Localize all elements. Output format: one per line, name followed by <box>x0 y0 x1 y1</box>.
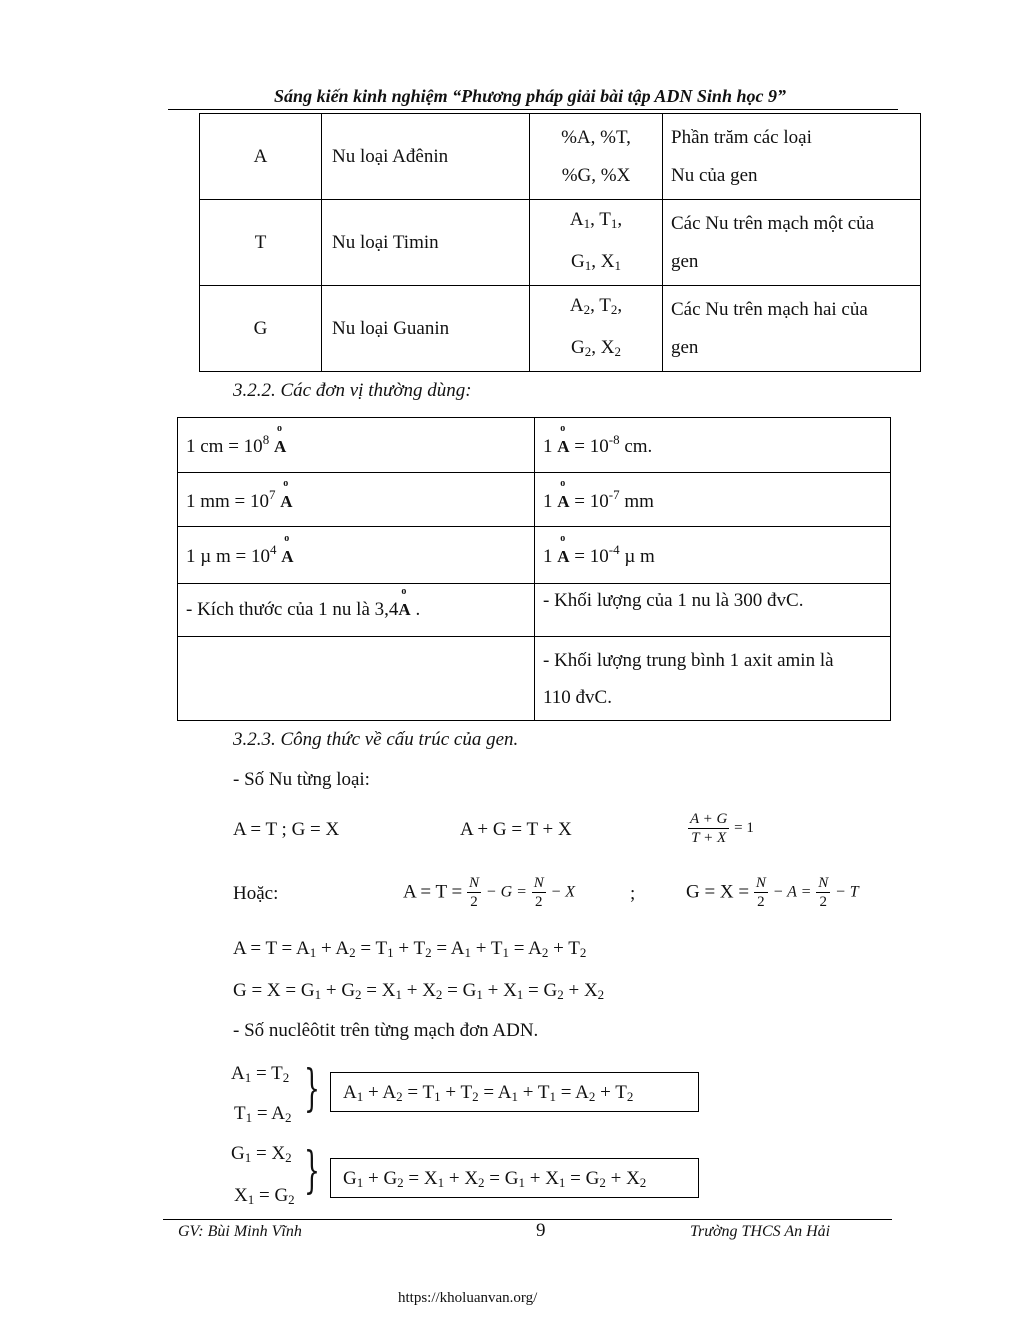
unit-cell: 1 o $A = 10^{-7}$ mm <box>535 473 891 527</box>
unit-cell: 1 mm = $10^7$ o A <box>178 473 535 527</box>
formula-1: A = T ; G = X <box>233 819 340 840</box>
description-cell: Nu loại Timin <box>322 200 530 286</box>
meaning-line-2: Nu của gen <box>671 164 758 186</box>
note-line-2: 110 đvC. <box>543 686 612 708</box>
unit-cell: 1 o $A = 10^{-4}$ µ m <box>535 527 891 584</box>
table-row <box>178 637 891 721</box>
symbol-cell: T <box>200 200 322 286</box>
fraction: $\frac{N}{2}$ <box>533 875 544 910</box>
symbol-cell: A <box>200 114 322 200</box>
footer-school: Trường THCS An Hải <box>690 1223 831 1240</box>
right-brace-icon: } <box>303 1141 320 1199</box>
angstrom-symbol: o A <box>280 492 292 512</box>
table-row <box>200 200 921 286</box>
strand1-symbols-cell <box>530 200 663 286</box>
meaning-line-1: Các Nu trên mạch hai của <box>671 298 868 320</box>
angstrom-symbol: o A <box>557 492 569 512</box>
symbol-cell: G <box>200 286 322 372</box>
angstrom-symbol: o A <box>398 600 410 620</box>
count-label: - Số Nu từng loại: <box>233 769 370 790</box>
equation-t1-a2: $T_1 = A_2$ <box>234 1103 292 1125</box>
table-row <box>178 473 891 527</box>
meaning-cell <box>663 286 921 372</box>
formula-7: $G = X = G_1 + G_2 = X_1 + X_2 = G_1 + X_1 = G_2 + X_2$ <box>233 980 605 1002</box>
footer-teacher: GV: Bùi Minh Vĩnh <box>178 1223 302 1240</box>
sum-box-at: $A_1 + A_2 = T_1 + T_2 = A_1 + T_1 = A_2 + T_2$ <box>330 1072 699 1112</box>
formula-4: A = T = $\frac{N}{2}$ − G = $\frac{N}{2}$ − X <box>403 875 576 910</box>
equation-a1-t2: $A_1 = T_2$ <box>231 1063 290 1085</box>
angstrom-symbol: o A <box>557 547 569 567</box>
unit-cell: 1 µ $m = 10^4$ o A <box>178 527 535 584</box>
page-number: 9 <box>536 1220 546 1241</box>
fraction: $\frac{A + G}{T + X}$ <box>690 811 728 846</box>
unit-cell: 1 o $A = 10^{-8}$ cm. <box>535 418 891 473</box>
meaning-cell <box>663 200 921 286</box>
meaning-line-2: gen <box>671 336 699 358</box>
table-row <box>178 584 891 637</box>
strand2-symbols-cell <box>530 286 663 372</box>
angstrom-symbol: o A <box>557 437 569 457</box>
table-row <box>178 418 891 473</box>
percent-cell <box>530 114 663 200</box>
description-cell: Nu loại Guanin <box>322 286 530 372</box>
sum-box-gx: $G_1 + G_2 = X_1 + X_2 = G_1 + X_1 = G_2 + X_2$ <box>330 1158 699 1198</box>
header-rule <box>168 109 898 110</box>
note-line-1: - Khối lượng trung bình 1 axit amin là <box>543 649 834 671</box>
fraction: $\frac{N}{2}$ <box>818 875 829 910</box>
strand2-line-2: $G_2$, $X_2$ <box>571 336 621 359</box>
empty-cell <box>178 637 535 721</box>
angstrom-symbol: o A <box>281 547 293 567</box>
table-row <box>178 527 891 584</box>
page-header-title: Sáng kiến kinh nghiệm “Phương pháp giải bài tập ADN Sinh học 9” <box>274 86 786 106</box>
unit-cell: - Kích thước của 1 nu là 3,4o A . <box>178 584 535 637</box>
symbol-table <box>199 113 921 372</box>
footer-rule <box>163 1219 892 1220</box>
formula-2: A + G = T + X <box>460 819 572 840</box>
footer-url-link[interactable]: https://kholuanvan.org/ <box>398 1290 538 1306</box>
strand-label: - Số nuclêôtit trên từng mạch đơn ADN. <box>233 1020 539 1041</box>
strand2-line-1: $A_2$, $T_2$, <box>569 294 623 317</box>
meaning-cell <box>663 114 921 200</box>
unit-cell: 1 cm = $10^8$ o A <box>178 418 535 473</box>
or-label: Hoặc: <box>233 883 279 904</box>
angstrom-symbol: o A <box>274 437 286 457</box>
meaning-line-1: Các Nu trên mạch một của <box>671 212 875 234</box>
strand1-line-2: $G_1$, $X_1$ <box>571 250 621 273</box>
right-brace-icon: } <box>303 1059 320 1117</box>
fraction: $\frac{N}{2}$ <box>469 875 480 910</box>
meaning-line-1: Phần trăm các loại <box>671 126 812 148</box>
formula-3: $\frac{A + G}{T + X}$ = 1 <box>690 811 754 846</box>
unit-cell: - Khối lượng của 1 nu là 300 đvC. <box>535 584 891 637</box>
formula-6: $A = T = A_1 + A_2 = T_1 + T_2 = A_1 + T_1 = A_2 + T_2$ <box>233 938 587 960</box>
fraction: $\frac{N}{2}$ <box>755 875 766 910</box>
units-heading: 3.2.2. Các đơn vị thường dùng: <box>233 380 472 401</box>
formula-heading: 3.2.3. Công thức về cấu trúc của gen. <box>233 729 519 750</box>
equation-x1-g2: $X_1 = G_2$ <box>234 1185 295 1207</box>
units-table <box>177 417 891 721</box>
formula-5: G = X = $\frac{N}{2}$ − A = $\frac{N}{2}$ − T <box>686 875 859 910</box>
description-cell: Nu loại Ađênin <box>322 114 530 200</box>
percent-line-2: %G, %X <box>561 164 631 186</box>
percent-line-1: %A, %T, <box>561 126 631 148</box>
semicolon: ; <box>630 883 636 904</box>
table-row <box>200 286 921 372</box>
meaning-line-2: gen <box>671 250 699 272</box>
strand1-line-1: $A_1$, $T_1$, <box>569 208 623 231</box>
unit-cell <box>535 637 891 721</box>
equation-g1-x2: $G_1 = X_2$ <box>231 1143 292 1165</box>
table-row <box>200 114 921 200</box>
